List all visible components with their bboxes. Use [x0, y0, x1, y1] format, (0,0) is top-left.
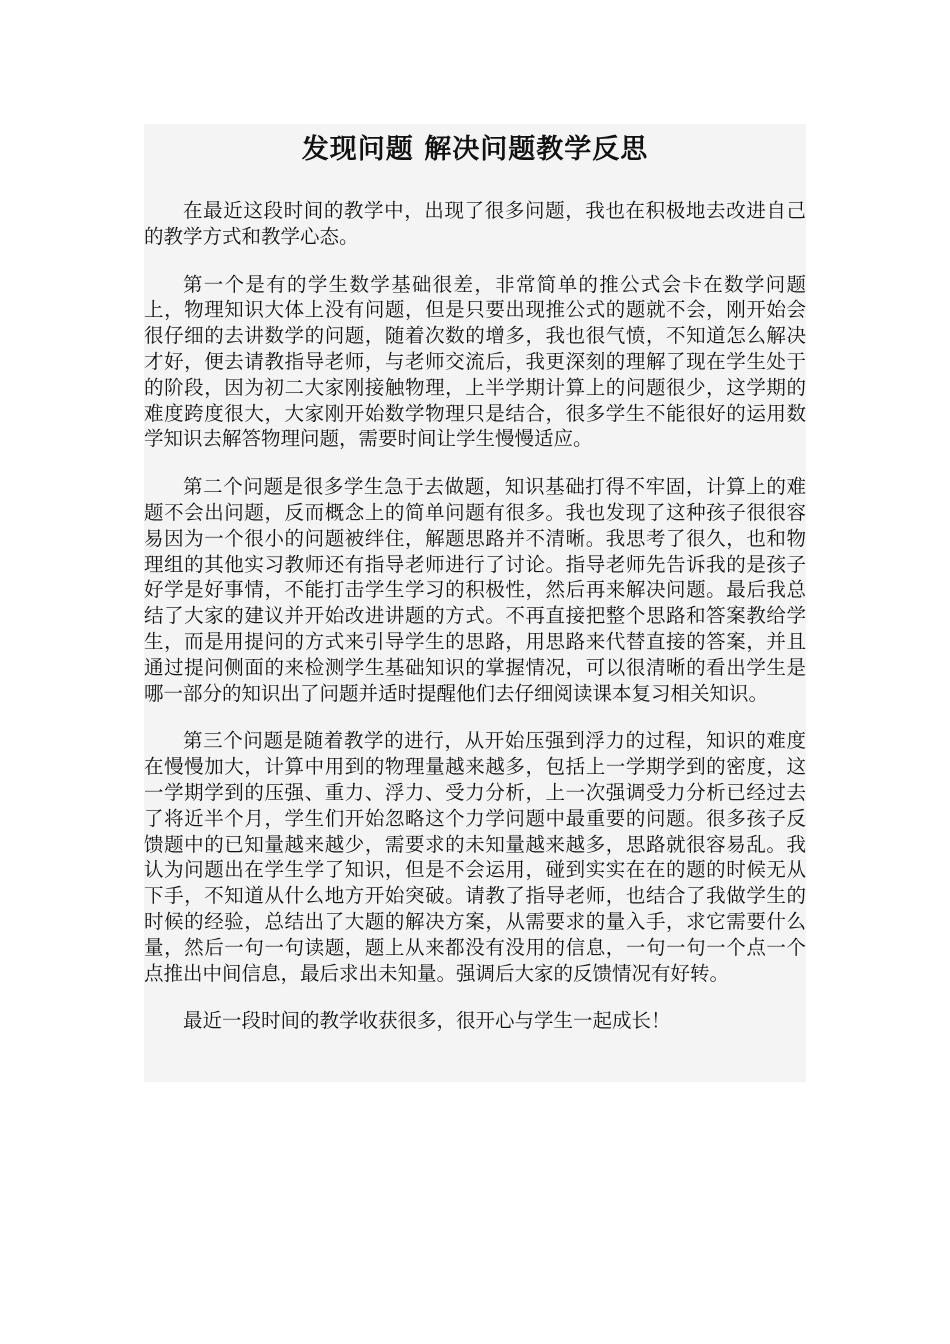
paragraph-conclusion: 最近一段时间的教学收获很多，很开心与学生一起成长！	[183, 1009, 671, 1033]
paragraph-third-problem: 第三个问题是随着教学的进行，从开始压强到浮力的过程，知识的难度在慢慢加大，计算中用到的物理量越来越多，包括上一学期学到的密度，这一学期学到的压强、重力、浮力、受力分析，上一次强调受力分析已经过去了将近半个月，学生们开始忽略这个力学问题中最重要的问题。很多孩子反馈题中的已知量越来越少，需要求的未知量越来越多，思路就很容易乱。我认为问题出在学生学了知识，但是不会运用，碰到实实在在的题的时候无从下手，不知道从什么地方开始突破。请教了指导老师，也结合了我做学生的时候的经验，总结出了大题的解决方案，从需要求的量入手，求它需要什么量，然后一句一句读题，题上从来都没有没用的信息，一句一句一个点一个点推出中间信息，最后求出未知量。强调后大家的反馈情况有好转。	[144, 729, 806, 985]
document-body	[144, 124, 806, 1082]
paragraph-second-problem: 第二个问题是很多学生急于去做题，知识基础打得不牢固，计算上的难题不会出问题，反而概念上的简单问题有很多。我也发现了这种孩子很很容易因为一个很小的问题被绊住，解题思路并不清晰。我思考了很久，也和物理组的其他实习教师还有指导老师进行了讨论。指导老师先告诉我的是孩子好学是好事情，不能打击学生学习的积极性，然后再来解决问题。最后我总结了大家的建议并开始改进讲题的方式。不再直接把整个思路和答案教给学生，而是用提问的方式来引导学生的思路，用思路来代替直接的答案，并且通过提问侧面的来检测学生基础知识的掌握情况，可以很清晰的看出学生是哪一部分的知识出了问题并适时提醒他们去仔细阅读课本复习相关知识。	[144, 475, 806, 705]
paragraph-intro: 在最近这段时间的教学中，出现了很多问题，我也在积极地去改进自己的教学方式和教学心态。	[144, 199, 806, 248]
document-title: 发现问题 解决问题教学反思	[301, 134, 649, 165]
paragraph-first-problem: 第一个是有的学生数学基础很差，非常简单的推公式会卡在数学问题上，物理知识大体上没有问题，但是只要出现推公式的题就不会，刚开始会很仔细的去讲数学的问题，随着次数的增多，我也很气愤，不知道怎么解决才好，便去请教指导老师，与老师交流后，我更深刻的理解了现在学生处于的阶段，因为初二大家刚接触物理，上半学期计算上的问题很少，这学期的难度跨度很大，大家刚开始数学物理只是结合，很多学生不能很好的运用数学知识去解答物理问题，需要时间让学生慢慢适应。	[144, 272, 806, 451]
